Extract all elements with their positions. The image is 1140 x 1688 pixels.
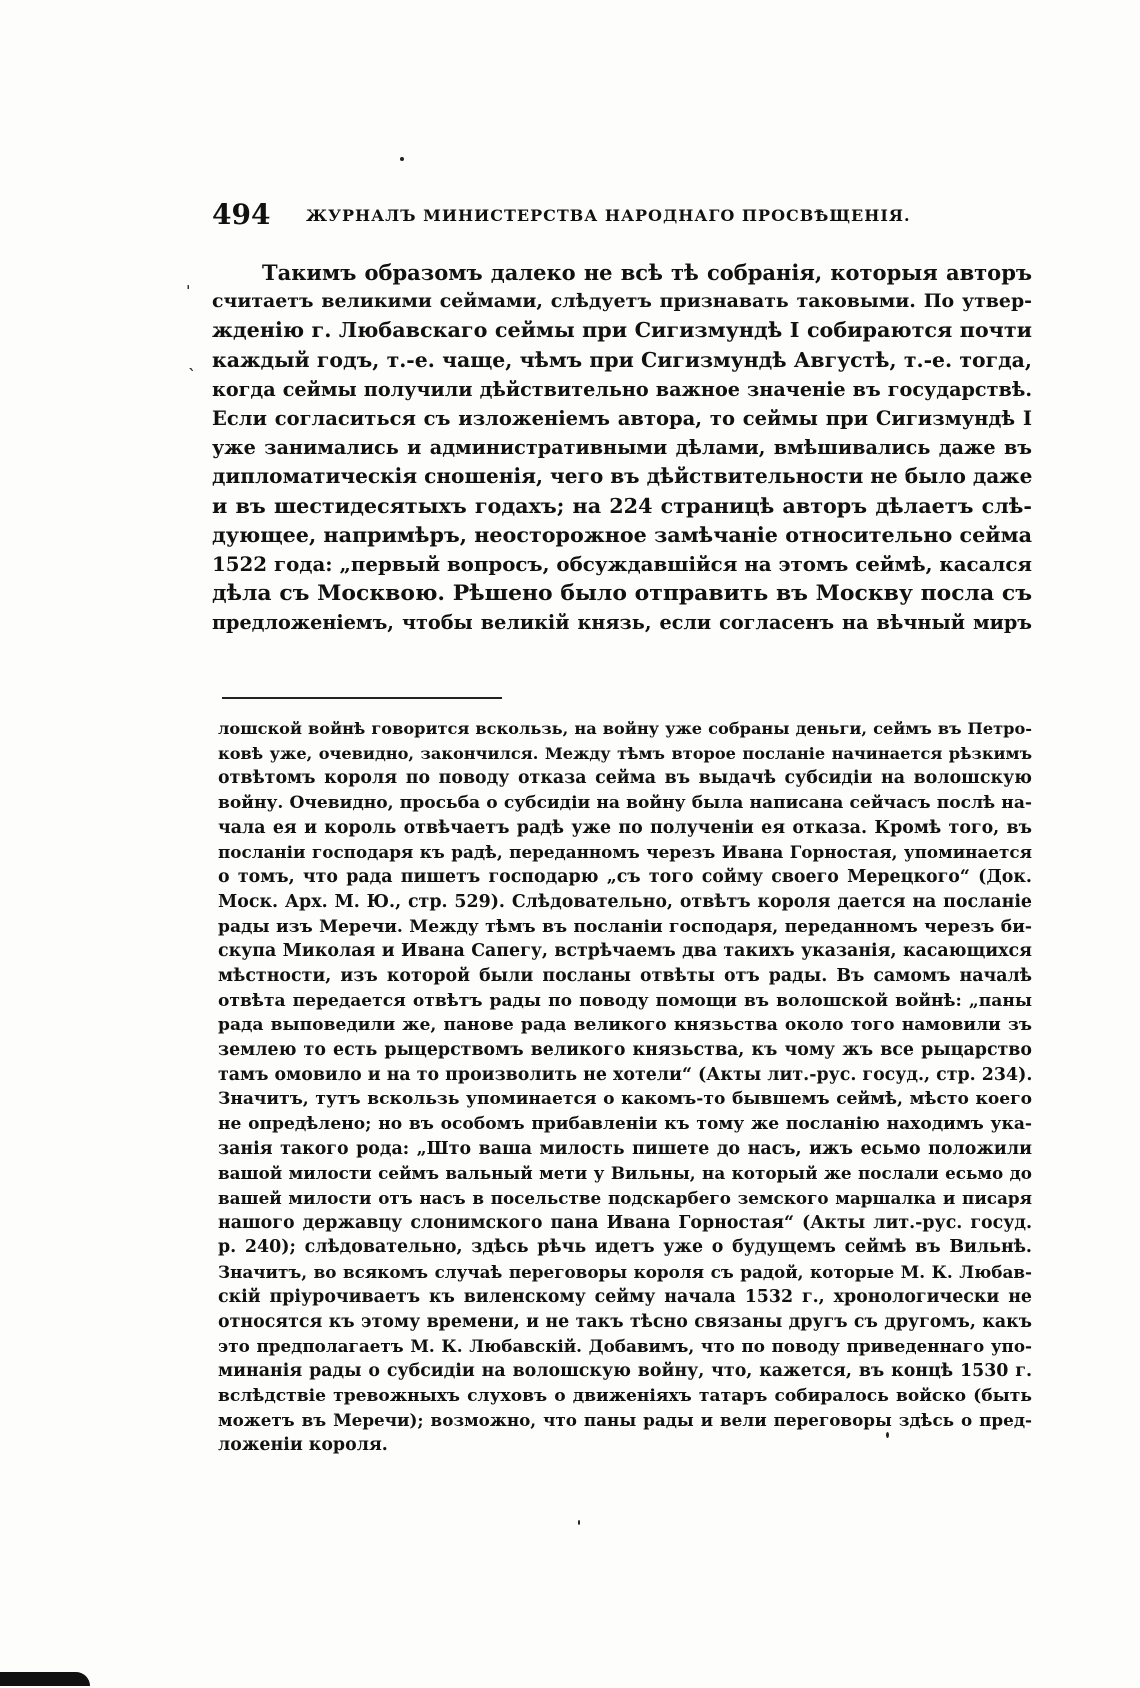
footnote-line: вслѣдствіе тревожныхъ слуховъ о движеніяхъ татаръ собиралось войско (быть bbox=[218, 1385, 1032, 1406]
footnote-line: лошской войнѣ говорится вскользь, на войну уже собраны деньги, сеймъ въ Петро- bbox=[218, 719, 1032, 738]
scan-speck bbox=[578, 1520, 580, 1525]
footnote-line: не опредѣлено; но въ особомъ прибавленіи къ тому же посланію находимъ ука- bbox=[218, 1114, 1032, 1134]
footnote-line: вашой милости сеймъ вальный мети у Вильны, на который же послали есьмо до bbox=[218, 1163, 1032, 1184]
main-text-line: Если согласиться съ изложеніемъ автора, то сеймы при Сигизмундѣ I bbox=[212, 407, 1032, 431]
footnote-line: это предполагаетъ М. К. Любавскій. Добавимъ, что по поводу приведеннаго упо- bbox=[218, 1336, 1032, 1357]
footnote-line: ковѣ уже, очевидно, закончился. Между тѣмъ второе посланіе начинается рѣзкимъ bbox=[218, 743, 1032, 763]
footnote-line: мѣстности, изъ которой были посланы отвѣты отъ рады. Въ самомъ началѣ bbox=[218, 965, 1032, 986]
running-title: ЖУРНАЛЪ МИНИСТЕРСТВА НАРОДНАГО ПРОСВѢЩЕНІЯ. bbox=[306, 206, 911, 225]
footnote-line: землею то есть рыцерствомъ великого князьства, къ чому жъ все рыцарство bbox=[218, 1039, 1032, 1060]
footnote-line: рады изъ Меречи. Между тѣмъ въ посланіи господаря, переданномъ черезъ би- bbox=[218, 916, 1032, 937]
footnote-line: скій пріурочиваетъ къ виленскому сейму начала 1532 г., хронологически не bbox=[218, 1286, 1032, 1307]
footnote-text bbox=[218, 717, 1032, 1458]
main-text-line: дѣла съ Москвою. Рѣшено было отправить въ Москву посла съ bbox=[212, 580, 1032, 607]
footnote-rule bbox=[222, 697, 502, 699]
margin-mark: ˈ bbox=[186, 282, 191, 301]
footnote-line: войну. Очевидно, просьба о субсидіи на войну была написана сейчасъ послѣ на- bbox=[218, 793, 1032, 814]
footnote-line: нашого державцу слонимского пана Ивана Горностая“ (Акты лит.-рус. госуд. bbox=[218, 1212, 1032, 1233]
main-text-line: 1522 года: „первый вопросъ, обсуждавшійся на этомъ сеймѣ, касался bbox=[212, 552, 1032, 577]
running-header bbox=[212, 196, 1032, 234]
main-text-line: когда сеймы получили дѣйствительно важное значеніе въ государствѣ. bbox=[212, 377, 1032, 401]
footnote-line: посланіи господаря къ радѣ, переданномъ черезъ Ивана Горностая, упоминается bbox=[218, 842, 1032, 863]
footnote-line: чала ея и король отвѣчаетъ радѣ уже по полученіи ея отказа. Кромѣ того, въ bbox=[218, 817, 1032, 838]
footnote-line: относятся къ этому времени, и не такъ тѣсно связаны другъ съ другомъ, какъ bbox=[218, 1311, 1032, 1332]
main-text-line: дующее, напримѣръ, неосторожное замѣчаніе относительно сейма bbox=[212, 522, 1032, 547]
footnote-line: р. 240); слѣдовательно, здѣсь рѣчь идетъ уже о будущемъ сеймѣ въ Вильнѣ. bbox=[218, 1237, 1032, 1258]
main-text-line: предложеніемъ, чтобы великій князь, если согласенъ на вѣчный миръ bbox=[212, 611, 1032, 635]
footnote-line: о томъ, что рада пишетъ господарю „съ того сойму своего Мерецкого“ (Док. bbox=[218, 867, 1032, 888]
scan-corner-blot bbox=[0, 1672, 90, 1686]
main-text-line: Такимъ образомъ далеко не всѣ тѣ собранія, которыя авторъ bbox=[262, 260, 1032, 285]
main-text-line: дипломатическія сношенія, чего въ дѣйствительности не было даже bbox=[212, 464, 1033, 489]
footnote-line: ложеніи короля. bbox=[218, 1434, 388, 1455]
footnote-line: Значитъ, во всякомъ случаѣ переговоры короля съ радой, которые М. К. Любав- bbox=[218, 1262, 1032, 1283]
footnote-line: можетъ въ Меречи); возможно, что паны рады и вели переговоры здѣсь о пред- bbox=[218, 1410, 1032, 1431]
scan-speck bbox=[400, 157, 404, 161]
page-number: 494 bbox=[212, 198, 271, 231]
main-text bbox=[212, 258, 1032, 638]
main-text-line: жденію г. Любавскаго сеймы при Сигизмундѣ I собираются почти bbox=[212, 318, 1032, 343]
footnote-line: вашей милости отъ насъ в посельстве подскарбего земского маршалка и писаря bbox=[218, 1188, 1032, 1209]
footnote-line: скупа Миколая и Ивана Сапегу, встрѣчаемъ два такихъ указанія, касающихся bbox=[218, 941, 1032, 962]
margin-mark: ˋ bbox=[188, 366, 196, 385]
footnote-line: тамъ омовило и на то произволить не хотели“ (Акты лит.-рус. госуд., стр. 234). bbox=[218, 1064, 1033, 1085]
footnote-line: Значитъ, тутъ вскользь упоминается о какомъ-то бывшемъ сеймѣ, мѣсто коего bbox=[218, 1089, 1032, 1110]
main-text-line: и въ шестидесятыхъ годахъ; на 224 страницѣ авторъ дѣлаетъ слѣ- bbox=[212, 493, 1032, 518]
footnote-line: отвѣта передается отвѣтъ рады по поводу помощи въ волошской войнѣ: „паны bbox=[218, 990, 1032, 1011]
main-text-line: считаетъ великими сеймами, слѣдуетъ признавать таковыми. По утвер- bbox=[212, 290, 1032, 313]
main-text-line: уже занимались и административными дѣлами, вмѣшивались даже въ bbox=[212, 436, 1032, 460]
footnote-line: занія такого рода: „Што ваша милость пишете до насъ, ижъ есьмо положили bbox=[218, 1138, 1032, 1159]
main-text-line: каждый годъ, т.-е. чаще, чѣмъ при Сигизмундѣ Августѣ, т.-е. тогда, bbox=[212, 347, 1032, 372]
footnote-line: минанія рады о субсидіи на волошскую войну, что, кажется, въ концѣ 1530 г. bbox=[218, 1360, 1032, 1381]
footnote-line: Моск. Арх. М. Ю., стр. 529). Слѣдовательно, отвѣтъ короля дается на посланіе bbox=[218, 891, 1032, 912]
footnote-line: рада выповедили же, панове рада великого князьства около того намовили зъ bbox=[218, 1015, 1032, 1036]
footnote-line: отвѣтомъ короля по поводу отказа сейма въ выдачѣ субсидіи на волошскую bbox=[218, 768, 1032, 789]
